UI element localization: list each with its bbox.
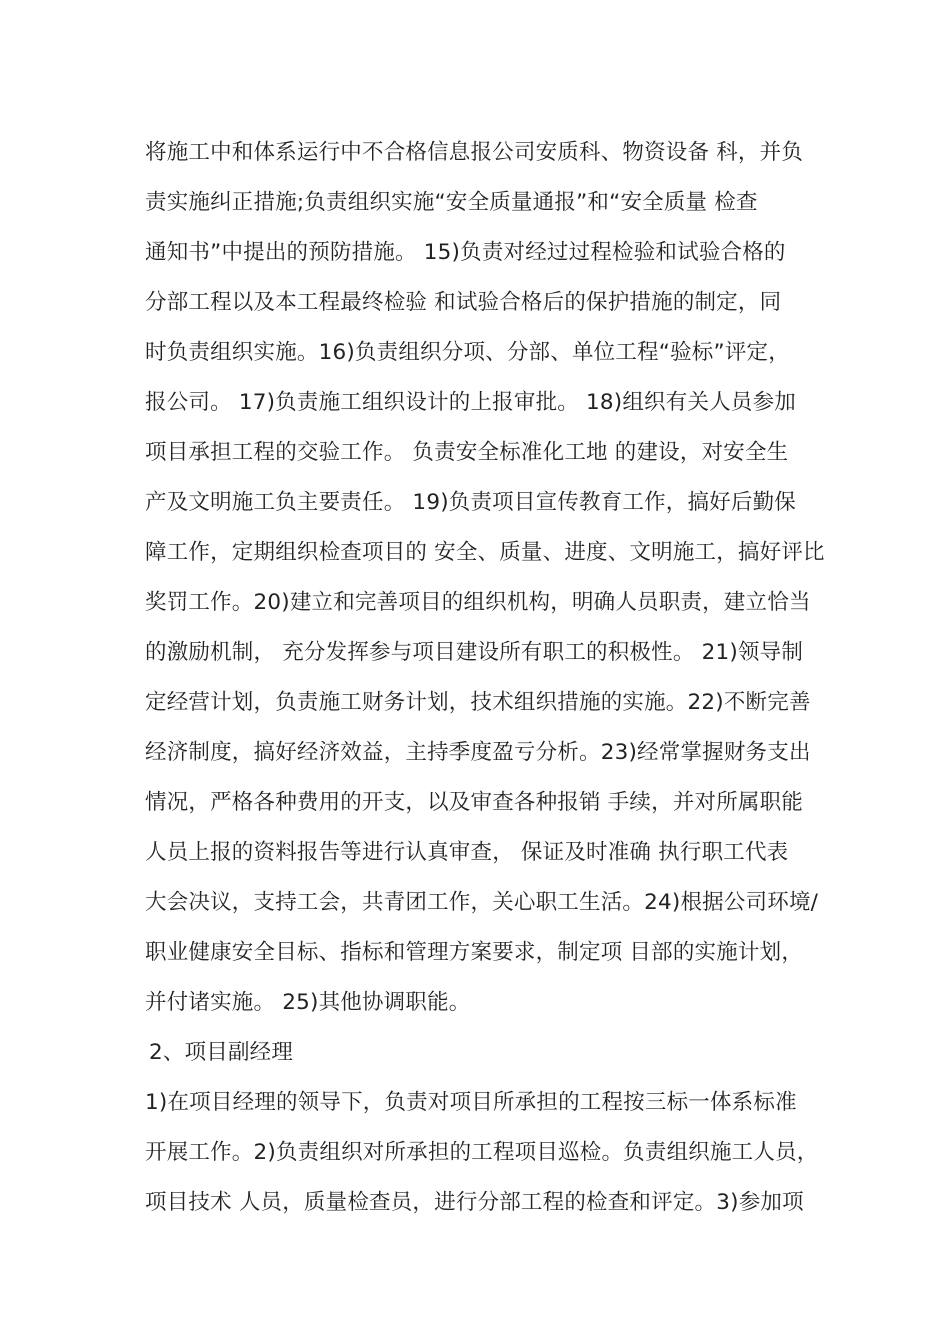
document-body: [145, 128, 825, 1228]
text-line: 项目技术 人员，质量检查员，进行分部工程的检查和评定。3)参加项: [145, 1190, 804, 1215]
text-line: 职业健康安全目标、指标和管理方案要求，制定项 目部的实施计划，: [145, 940, 804, 965]
text-line: 项目承担工程的交验工作。 负责安全标准化工地 的建设，对安全生: [145, 440, 789, 465]
section-heading: 2、项目副经理: [149, 1040, 294, 1065]
text-line: 情况，严格各种费用的开支，以及审查各种报销 手续，并对所属职能: [145, 790, 804, 815]
text-line: 大会决议，支持工会，共青团工作，关心职工生活。24)根据公司环境/: [145, 890, 819, 915]
text-line: 的激励机制， 充分发挥参与项目建设所有职工的积极性。 21)领导制: [145, 640, 804, 665]
text-line: 将施工中和体系运行中不合格信息报公司安质科、物资设备 科，并负: [145, 140, 804, 165]
text-line: 分部工程以及本工程最终检验 和试验合格后的保护措施的制定，同: [145, 290, 782, 315]
text-line: 奖罚工作。20)建立和完善项目的组织机构，明确人员职责，建立恰当: [145, 590, 811, 615]
text-line: 时负责组织实施。16)负责组织分项、分部、单位工程“验标”评定，: [145, 340, 790, 365]
paragraph-project-manager-duties: [145, 128, 825, 1028]
text-line: 障工作，定期组织检查项目的 安全、质量、进度、文明施工，搞好评比: [145, 540, 825, 565]
text-line: 通知书”中提出的预防措施。 15)负责对经过过程检验和试验合格的: [145, 240, 786, 265]
text-line: 定经营计划，负责施工财务计划，技术组织措施的实施。22)不断完善: [145, 690, 811, 715]
text-line: 1)在项目经理的领导下，负责对项目所承担的工程按三标一体系标准: [145, 1090, 797, 1115]
text-line: 开展工作。2)负责组织对所承担的工程项目巡检。负责组织施工人员，: [145, 1140, 819, 1165]
text-line: 经济制度，搞好经济效益，主持季度盈亏分析。23)经常掌握财务支出: [145, 740, 811, 765]
text-line: 并付诸实施。 25)其他协调职能。: [145, 990, 471, 1015]
text-line: 报公司。 17)负责施工组织设计的上报审批。 18)组织有关人员参加: [145, 390, 796, 415]
text-line: 产及文明施工负主要责任。 19)负责项目宣传教育工作，搞好后勤保: [145, 490, 796, 515]
text-line: 人员上报的资料报告等进行认真审查， 保证及时准确 执行职工代表: [145, 840, 789, 865]
text-line: 责实施纠正措施;负责组织实施“安全质量通报”和“安全质量 检查: [145, 190, 758, 215]
paragraph-deputy-manager-duties: [145, 1078, 825, 1228]
